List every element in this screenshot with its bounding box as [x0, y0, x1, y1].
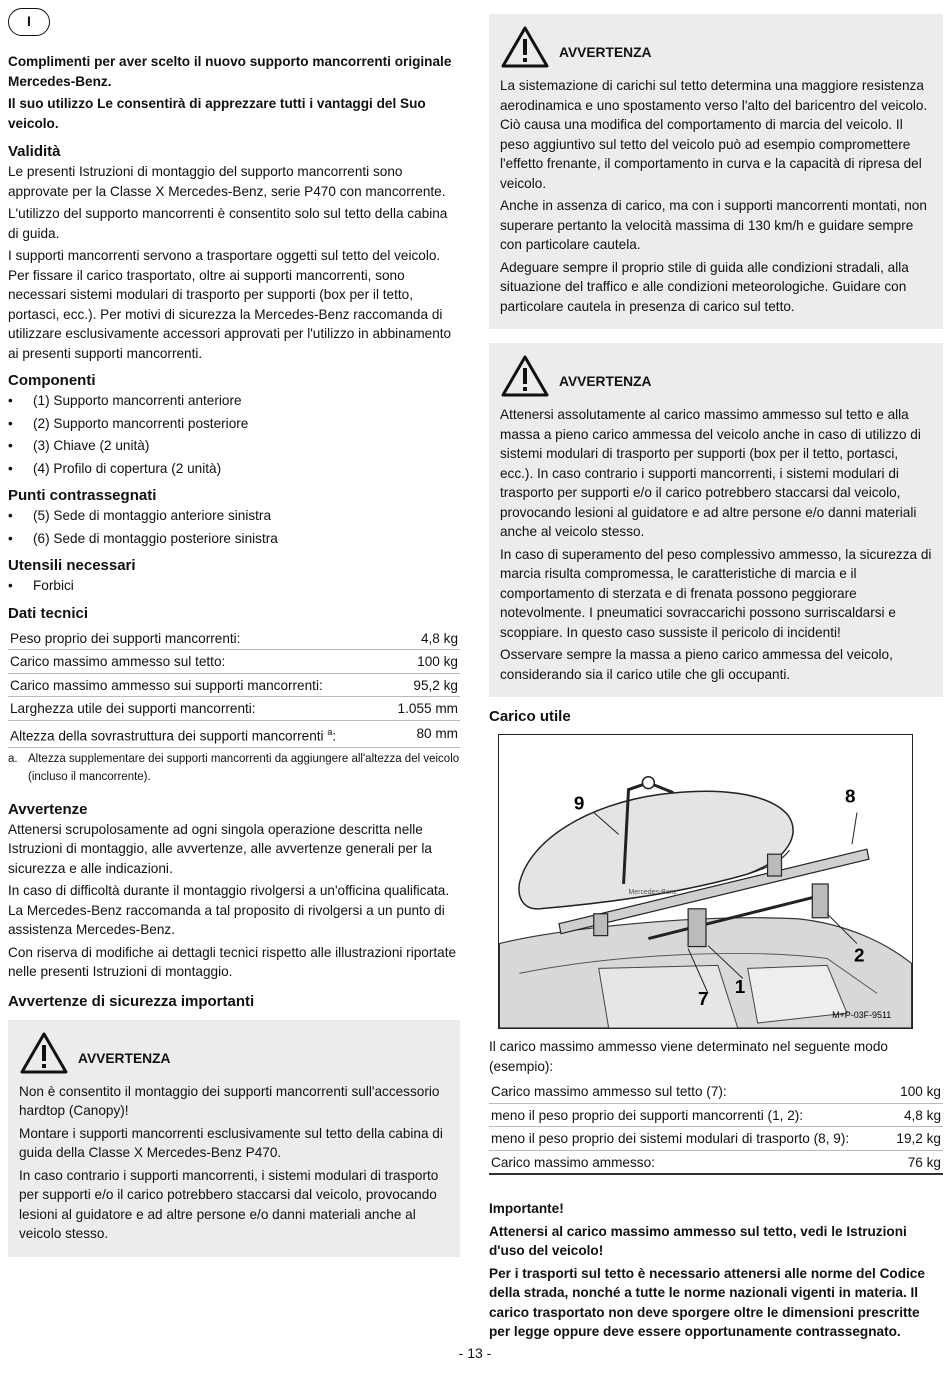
- table-row: [489, 1150, 943, 1174]
- punti-list: [8, 506, 460, 548]
- table-cell: Carico massimo ammesso sul tetto:: [8, 650, 386, 674]
- table-cell: Larghezza utile dei supporti mancorrenti:: [8, 697, 386, 721]
- validita-heading: Validità: [8, 143, 61, 160]
- warning-triangle-icon: [500, 25, 550, 69]
- table-cell: Peso proprio dei supporti mancorrenti:: [8, 627, 386, 650]
- table-row: [489, 1103, 943, 1127]
- warning-triangle-icon: [500, 354, 550, 398]
- warning-paragraph-3: Adeguare sempre il proprio stile di guida alle condizioni stradali, alla situazione del traffico e alle condizioni meteorologiche. Guidare con particolare cautela in presenza di carico sul tetto.: [500, 259, 909, 314]
- validita-paragraph-2: L'utilizzo del supporto mancorrenti è consentito solo sul tetto della cabina di guida.: [8, 206, 448, 241]
- intro-paragraph-2: Il suo utilizzo Le consentirà di apprezzare tutti i vantaggi del Suo veicolo.: [8, 96, 426, 131]
- table-cell: meno il peso proprio dei sistemi modulari di trasporto (8, 9):: [489, 1127, 889, 1151]
- table-row: [8, 697, 460, 721]
- warning-paragraph-2: Montare i supporti mancorrenti esclusivamente sul tetto della cabina di guida della Classe X Mercedes-Benz P470.: [19, 1125, 443, 1161]
- utensili-heading: Utensili necessari: [8, 557, 136, 574]
- validita-paragraph-1: Le presenti Istruzioni di montaggio del supporto mancorrenti sono approvate per la Classe X Mercedes-Benz, serie P470 con mancorrente.: [8, 164, 446, 199]
- roof-load-illustration: [498, 734, 913, 1029]
- warning-label: AVVERTENZA: [78, 1050, 171, 1066]
- list-item: • (4) Profilo di copertura (2 unità): [8, 459, 460, 479]
- intro-paragraph-1: Complimenti per aver scelto il nuovo supporto mancorrenti originale Mercedes-Benz.: [8, 54, 452, 89]
- table-cell: 19,2 kg: [889, 1127, 943, 1151]
- footnote-text: Altezza supplementare dei supporti mancorrenti da aggiungere all'altezza del veicolo (incluso il mancorrente).: [28, 752, 460, 783]
- table-cell: Carico massimo ammesso sui supporti mancorrenti:: [8, 673, 386, 697]
- dati-heading: Dati tecnici: [8, 604, 89, 622]
- table-cell: Carico massimo ammesso:: [489, 1150, 889, 1174]
- cell-text: :: [332, 728, 337, 744]
- warning-paragraph-1: Non è consentito il montaggio dei supporti mancorrenti sull'accessorio hardtop (Canopy)!: [19, 1083, 440, 1119]
- warning-box-2: [489, 343, 943, 697]
- utensili-list: [8, 576, 460, 596]
- avvertenze-paragraph-1: Attenersi scrupolosamente ad ogni singola operazione descritta nelle Istruzioni di montaggio, alle avvertenze, alle avvertenze generali per la sicurezza e alle indicazioni.: [8, 821, 432, 876]
- list-item: • Forbici: [8, 576, 460, 596]
- importante-heading: Importante!: [489, 1201, 564, 1216]
- box-brand-text: Mercedes-Benz: [628, 888, 678, 896]
- carico-table: [489, 1080, 943, 1175]
- warning-header: [500, 22, 932, 72]
- avvertenze-paragraph-2: In caso di difficoltà durante il montaggio rivolgersi a un'officina qualificata. La Mercedes-Benz raccomanda a tal proposito di rivolgersi a un punto di assistenza Mercedes-Benz.: [8, 883, 450, 938]
- figure-label-1: 1: [734, 976, 746, 998]
- table-row: [8, 627, 460, 650]
- figure-label-8: 8: [845, 785, 856, 807]
- table-row: [8, 673, 460, 697]
- footnote-label: a.: [8, 752, 18, 765]
- footnote-marker: a: [327, 726, 333, 737]
- list-item: • (1) Supporto mancorrenti anteriore: [8, 391, 460, 411]
- warning-paragraph-2: In caso di superamento del peso complessivo ammesso, la sicurezza di marcia risulta compromessa, le caratteristiche di marcia e il comportamento di sterzata e di frenata possono peggiorare notevolmente. I pneumatici sovraccarichi possono surriscaldarsi e scoppiare. In questo caso sussiste il pericolo di incidenti!: [500, 546, 932, 640]
- warning-paragraph-1: Attenersi assolutamente al carico massimo ammesso sul tetto e alla massa a pieno carico ammessa del veicolo anche in caso di utilizzo di sistemi modulari di trasporto per supporti (box per il tetto, portasci, ecc.). In caso contrario i supporti mancorrenti, i sistemi modulari di trasporto per supporti e/o il carico potrebbero staccarsi dal veicolo, provocando lesioni al guidatore e ad altre persone e/o danni materiali anche al veicolo stesso.: [500, 407, 921, 539]
- warning-box-1: [489, 14, 943, 329]
- cell-text: Altezza della sovrastruttura dei supporti mancorrenti: [10, 728, 324, 744]
- importante-paragraph-2: Per i trasporti sul tetto è necessario attenersi alle norme del Codice della strada, nonché a tutte le norme nazionali vigenti in materia. Il carico trasportato non deve sporgere oltre le dimensioni prescritte per legge oppure deve essere opportunamente contrassegnato.: [489, 1265, 925, 1339]
- warning-label: AVVERTENZA: [559, 374, 652, 390]
- table-cell: 95,2 kg: [386, 673, 460, 697]
- warning-header: [19, 1028, 449, 1078]
- table-cell: 1.055 mm: [386, 697, 460, 721]
- figure-label-2: 2: [853, 944, 865, 966]
- warning-paragraph-3: Osservare sempre la massa a pieno carico ammessa del veicolo, considerando sia il carico utile che gli occupanti.: [500, 647, 893, 682]
- language-badge: I: [8, 8, 50, 36]
- sicurezza-heading: Avvertenze di sicurezza importanti: [8, 992, 255, 1010]
- table-row: [8, 720, 460, 747]
- right-column: [489, 14, 943, 1345]
- page-number: - 13 -: [458, 1345, 492, 1361]
- table-row: [489, 1080, 943, 1103]
- roof-box-drawing: [499, 735, 912, 1028]
- list-item: • (5) Sede di montaggio anteriore sinistra: [8, 506, 460, 526]
- list-item: • (6) Sede di montaggio posteriore sinistra: [8, 529, 460, 549]
- figure-label-9: 9: [573, 792, 585, 814]
- punti-heading: Punti contrassegnati: [8, 487, 157, 504]
- figure-code: M+P-03F-9511: [832, 1010, 892, 1021]
- footnote: [8, 750, 460, 786]
- warning-box-sicurezza: [8, 1020, 460, 1257]
- list-item: • (2) Supporto mancorrenti posteriore: [8, 414, 460, 434]
- componenti-list: [8, 391, 460, 478]
- carico-intro: Il carico massimo ammesso viene determinato nel seguente modo (esempio):: [489, 1039, 888, 1074]
- warning-header: [500, 351, 932, 401]
- table-cell: 76 kg: [889, 1150, 943, 1174]
- list-item: • (3) Chiave (2 unità): [8, 436, 460, 456]
- table-cell: 4,8 kg: [386, 627, 460, 650]
- avvertenze-paragraph-3: Con riserva di modifiche ai dettagli tecnici rispetto alle illustrazioni riportate nelle presenti Istruzioni di montaggio.: [8, 944, 457, 980]
- figure-label-7: 7: [698, 988, 709, 1010]
- importante-paragraph-1: Attenersi al carico massimo ammesso sul tetto, vedi le Istruzioni d'uso del veicolo!: [489, 1223, 907, 1258]
- warning-paragraph-1: La sistemazione di carichi sul tetto determina una maggiore resistenza aerodinamica e uno spostamento verso l'alto del baricentro del veicolo. Ciò causa una modifica del comportamento di marcia del veicolo. Il peso aggiuntivo sul tetto del veicolo può ad esempio compromettere l'effetto frenante, il comportamento in curva e la capacità di ripresa del veicolo.: [500, 78, 928, 191]
- left-column: [8, 52, 460, 1257]
- table-row: [8, 650, 460, 674]
- componenti-heading: Componenti: [8, 372, 96, 389]
- table-cell: 100 kg: [889, 1080, 943, 1103]
- warning-triangle-icon: [19, 1031, 69, 1075]
- warning-paragraph-2: Anche in assenza di carico, ma con i supporti mancorrenti montati, non superare pertanto la velocità massima di 130 km/h e guidare sempre con particolare cautela.: [500, 198, 927, 252]
- table-cell: Carico massimo ammesso sul tetto (7):: [489, 1080, 889, 1103]
- warning-label: AVVERTENZA: [559, 45, 652, 61]
- table-cell: 80 mm: [386, 720, 460, 747]
- carico-heading: Carico utile: [489, 708, 571, 725]
- warning-paragraph-3: In caso contrario i supporti mancorrenti, i sistemi modulari di trasporto per supporti e/o il carico potrebbero staccarsi dal veicolo, provocando lesioni al guidatore e ad altre persone e/o danni materiali anche al veicolo stesso.: [19, 1167, 439, 1242]
- table-cell: meno il peso proprio dei supporti mancorrenti (1, 2):: [489, 1103, 889, 1127]
- validita-paragraph-3: I supporti mancorrenti servono a trasportare oggetti sul tetto del veicolo. Per fissare il carico trasportato, oltre ai supporti mancorrenti, sono necessari sistemi modulari di trasporto per supporti (box per il tetto, portasci, ecc.). Per motivi di sicurezza la Mercedes-Benz raccomanda di utilizzare esclusivamente accessori approvati per l'utilizzo in abbinamento ai presenti supporti mancorrenti.: [8, 248, 452, 361]
- table-cell: 100 kg: [386, 650, 460, 674]
- avvertenze-heading: Avvertenze: [8, 800, 88, 818]
- table-cell: [8, 720, 386, 747]
- table-cell: 4,8 kg: [889, 1103, 943, 1127]
- table-row: [489, 1127, 943, 1151]
- dati-table: [8, 627, 460, 748]
